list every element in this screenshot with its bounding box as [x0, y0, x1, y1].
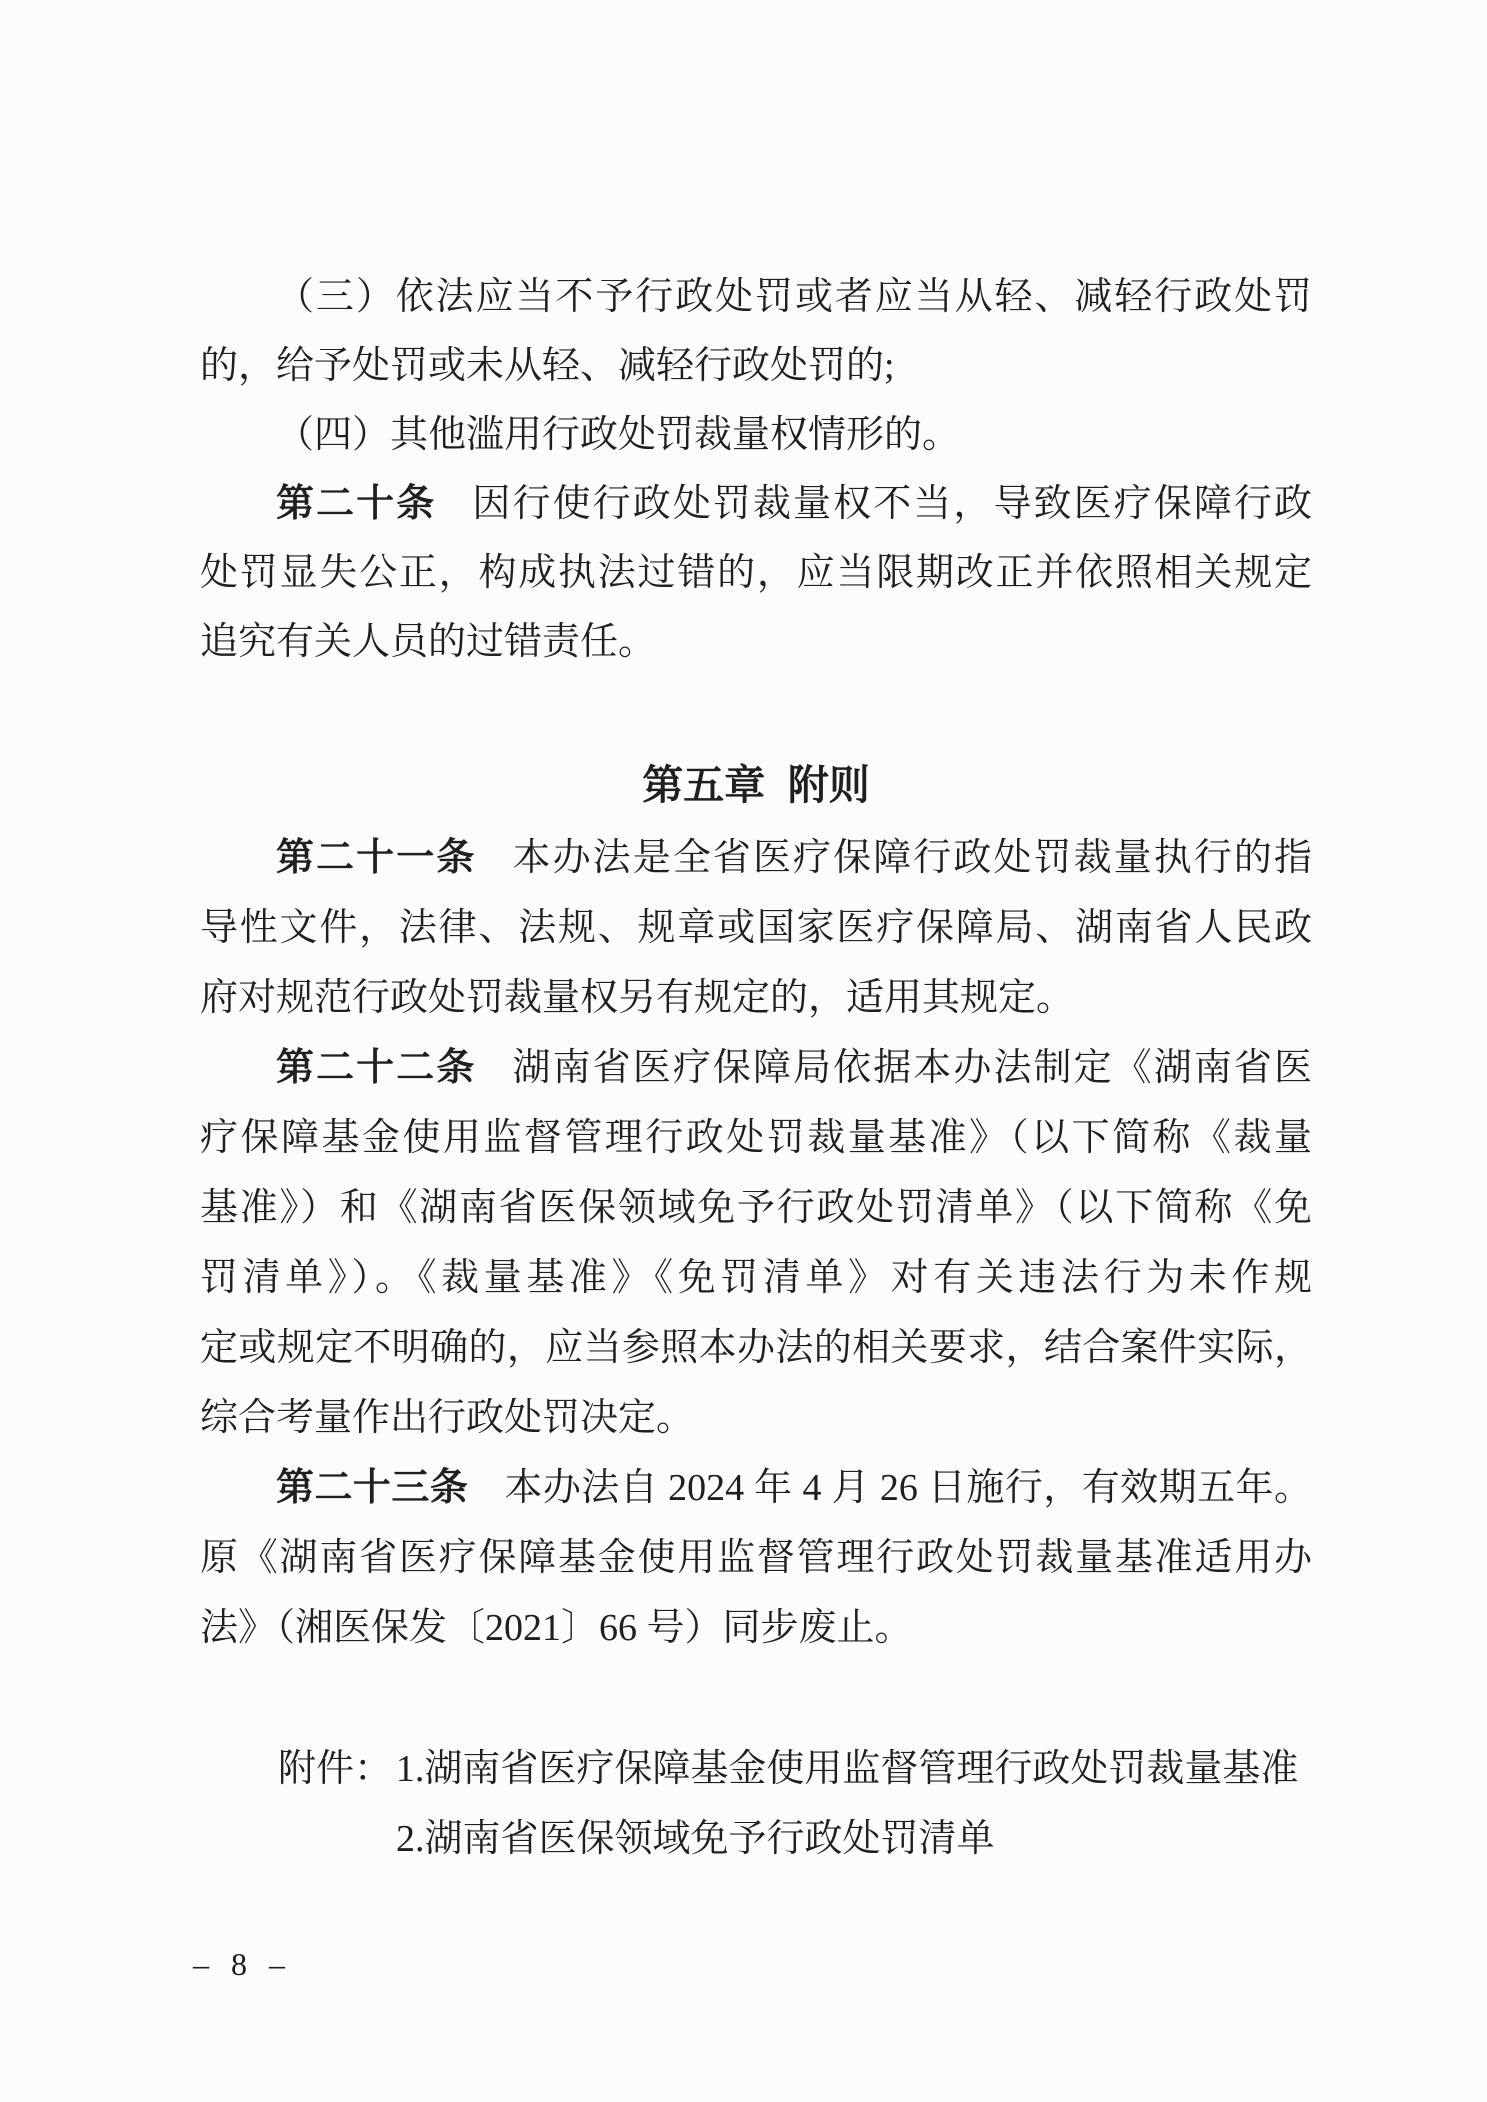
article-number: 第二十二条 — [276, 1047, 477, 1089]
line-text: （三）依法应当不予行政处罚或者应当从轻、减轻行政处罚 — [276, 276, 1312, 318]
text-line — [200, 1243, 1312, 1313]
text-line — [200, 963, 1312, 1033]
text-line — [200, 1593, 1312, 1663]
attachments-label: 附件： — [278, 1748, 393, 1790]
attachment-line — [278, 1734, 1338, 1804]
text-line — [200, 1173, 1312, 1243]
chapter-heading — [200, 750, 1312, 820]
text-line — [200, 1453, 1312, 1523]
line-text: 法》（湘医保发〔2021〕66 号）同步废止。 — [200, 1607, 913, 1649]
text-line — [200, 1523, 1312, 1593]
line-text: 本办法是全省医疗保障行政处罚裁量执行的指 — [512, 837, 1312, 879]
chapter-number: 第五章 — [642, 762, 766, 808]
body-block-lower — [200, 823, 1312, 1663]
line-text: 综合考量作出行政处罚决定。 — [200, 1397, 695, 1439]
attachment-item: 1.湖南省医疗保障基金使用监督管理行政处罚裁量基准 — [395, 1748, 1299, 1790]
article-number: 第二十三条 — [276, 1467, 469, 1509]
article-number: 第二十一条 — [276, 837, 477, 879]
chapter-title: 附则 — [787, 762, 870, 808]
line-text: 罚清单》）。《裁量基准》《免罚清单》对有关违法行为未作规 — [200, 1257, 1312, 1299]
line-text: 原《湖南省医疗保障基金使用监督管理行政处罚裁量基准适用办 — [200, 1537, 1312, 1579]
line-text: 府对规范行政处罚裁量权另有规定的，适用其规定。 — [200, 977, 1075, 1019]
line-text: 定或规定不明确的，应当参照本办法的相关要求，结合案件实际， — [200, 1327, 1312, 1369]
text-line — [200, 1383, 1312, 1453]
text-line — [200, 823, 1312, 893]
attachment-item: 2.湖南省医保领域免予行政处罚清单 — [396, 1818, 995, 1860]
line-text: 因行使行政处罚裁量权不当，导致医疗保障行政 — [472, 483, 1312, 525]
text-line — [200, 1033, 1312, 1103]
line-text: 追究有关人员的过错责任。 — [200, 621, 657, 663]
text-line — [200, 539, 1312, 608]
text-line — [200, 1103, 1312, 1173]
line-text: 导性文件，法律、法规、规章或国家医疗保障局、湖南省人民政 — [200, 907, 1312, 949]
line-text: 基准》）和《湖南省医保领域免予行政处罚清单》（以下简称《免 — [200, 1187, 1312, 1229]
article-number: 第二十条 — [276, 483, 437, 525]
body-block-upper — [200, 263, 1312, 677]
text-line — [200, 1313, 1312, 1383]
line-text: 的，给予处罚或未从轻、减轻行政处罚的; — [200, 345, 895, 387]
line-text: 湖南省医疗保障局依据本办法制定《湖南省医 — [512, 1047, 1312, 1089]
text-line — [200, 401, 1312, 470]
line-text: 本办法自 2024 年 4 月 26 日施行，有效期五年。 — [504, 1467, 1312, 1509]
text-line — [200, 470, 1312, 539]
line-text: （四）其他滥用行政处罚裁量权情形的。 — [276, 414, 961, 456]
line-text: 处罚显失公正，构成执法过错的，应当限期改正并依照相关规定 — [200, 552, 1312, 594]
attachment-line — [278, 1804, 1338, 1874]
text-line — [200, 332, 1312, 401]
attachments-block — [278, 1734, 1338, 1874]
text-line — [200, 263, 1312, 332]
line-text: 疗保障基金使用监督管理行政处罚裁量基准》（以下简称《裁量 — [200, 1117, 1312, 1159]
text-line — [200, 608, 1312, 677]
text-line — [200, 893, 1312, 963]
page-number: – 8 – — [193, 1946, 287, 1982]
